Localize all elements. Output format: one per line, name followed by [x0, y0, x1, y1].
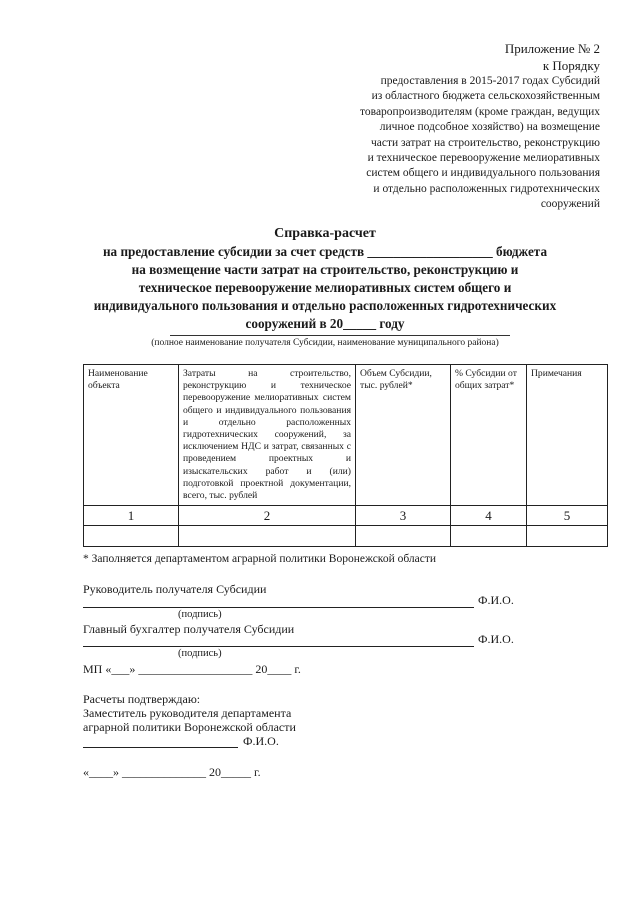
appendix-line: сооружений — [540, 198, 600, 211]
accountant-fio: Ф.И.О. — [478, 632, 514, 646]
header-costs: Затраты на строительство, реконструкцию и техническое перевооружение мелиоративных систем общего и индивидуального пользования и отдельно расположенных гидротехнических сооружений, за исключением НДС и затрат, связанных с проведением проектных и изыскательских работ и (или) подготовкой проектной документации, всего, тыс. рублей — [179, 365, 356, 506]
table-cell[interactable] — [527, 526, 608, 547]
final-date-line: «____» ______________ 20_____ г. — [83, 765, 261, 779]
title-line: сооружений в 20_____ году — [245, 316, 405, 331]
deputy-signature-line[interactable] — [83, 747, 238, 748]
appendix-line: систем общего и индивидуального пользования — [366, 167, 600, 180]
confirm-label: Расчеты подтверждаю: — [83, 692, 201, 706]
appendix-line: личное подсобное хозяйство) на возмещение — [379, 121, 600, 134]
title-line: техническое перевооружение мелиоративных систем общего и — [138, 280, 512, 295]
recipient-underline — [170, 335, 510, 336]
column-number: 1 — [84, 506, 179, 526]
table-cell[interactable] — [356, 526, 451, 547]
header-subsidy-volume: Объем Субсидии, тыс. рублей* — [356, 365, 451, 506]
deputy-fio: Ф.И.О. — [243, 734, 279, 748]
deputy-line-2: аграрной политики Воронежской области — [83, 720, 296, 734]
calculation-table — [83, 364, 608, 547]
accountant-signature-line[interactable] — [83, 646, 474, 647]
mp-date-line: МП «___» ___________________ 20____ г. — [83, 662, 301, 676]
table-number-row — [84, 506, 608, 526]
column-number: 5 — [527, 506, 608, 526]
table-header-row — [84, 365, 608, 506]
column-number: 4 — [451, 506, 527, 526]
appendix-line: к Порядку — [542, 58, 600, 73]
accountant-label: Главный бухгалтер получателя Субсидии — [83, 622, 295, 636]
footnote: * Заполняется департаментом аграрной политики Воронежской области — [83, 553, 437, 565]
appendix-line: и техническое перевооружение мелиоративных — [367, 152, 600, 165]
document-title — [60, 225, 590, 333]
table-cell[interactable] — [179, 526, 356, 547]
column-number: 2 — [179, 506, 356, 526]
head-label: Руководитель получателя Субсидии — [83, 582, 267, 596]
appendix-line: части затрат на строительство, реконструкцию — [370, 136, 600, 149]
deputy-line-1: Заместитель руководителя департамента — [83, 706, 292, 720]
title-line: на предоставление субсидии за счет средств ___________________ бюджета — [102, 244, 548, 259]
table-row — [84, 526, 608, 547]
accountant-signature-hint: (подпись) — [178, 648, 222, 659]
header-subsidy-percent: % Субсидии от общих затрат* — [451, 365, 527, 506]
appendix-title: Приложение № 2 — [504, 41, 600, 56]
head-signature-line[interactable] — [83, 607, 474, 608]
head-fio: Ф.И.О. — [478, 593, 514, 607]
appendix-header — [300, 40, 600, 213]
header-notes: Примечания — [527, 365, 608, 506]
appendix-line: предоставления в 2015-2017 годах Субсидий — [380, 75, 600, 87]
table-cell[interactable] — [84, 526, 179, 547]
title-line: на возмещение части затрат на строительство, реконструкцию и — [131, 262, 519, 277]
column-number: 3 — [356, 506, 451, 526]
appendix-line: товаропроизводителям (кроме граждан, ведущих — [360, 105, 600, 118]
appendix-line: и отдельно расположенных гидротехнических — [373, 182, 600, 195]
appendix-line: из областного бюджета сельскохозяйственным — [371, 90, 600, 103]
table-cell[interactable] — [451, 526, 527, 547]
recipient-hint: (полное наименование получателя Субсидии, наименование муниципального района) — [151, 338, 499, 348]
title-line: Справка-расчет — [274, 226, 376, 241]
header-object-name: Наименование объекта — [84, 365, 179, 506]
title-line: индивидуального пользования и отдельно расположенных гидротехнических — [93, 298, 557, 313]
head-signature-hint: (подпись) — [178, 609, 222, 620]
